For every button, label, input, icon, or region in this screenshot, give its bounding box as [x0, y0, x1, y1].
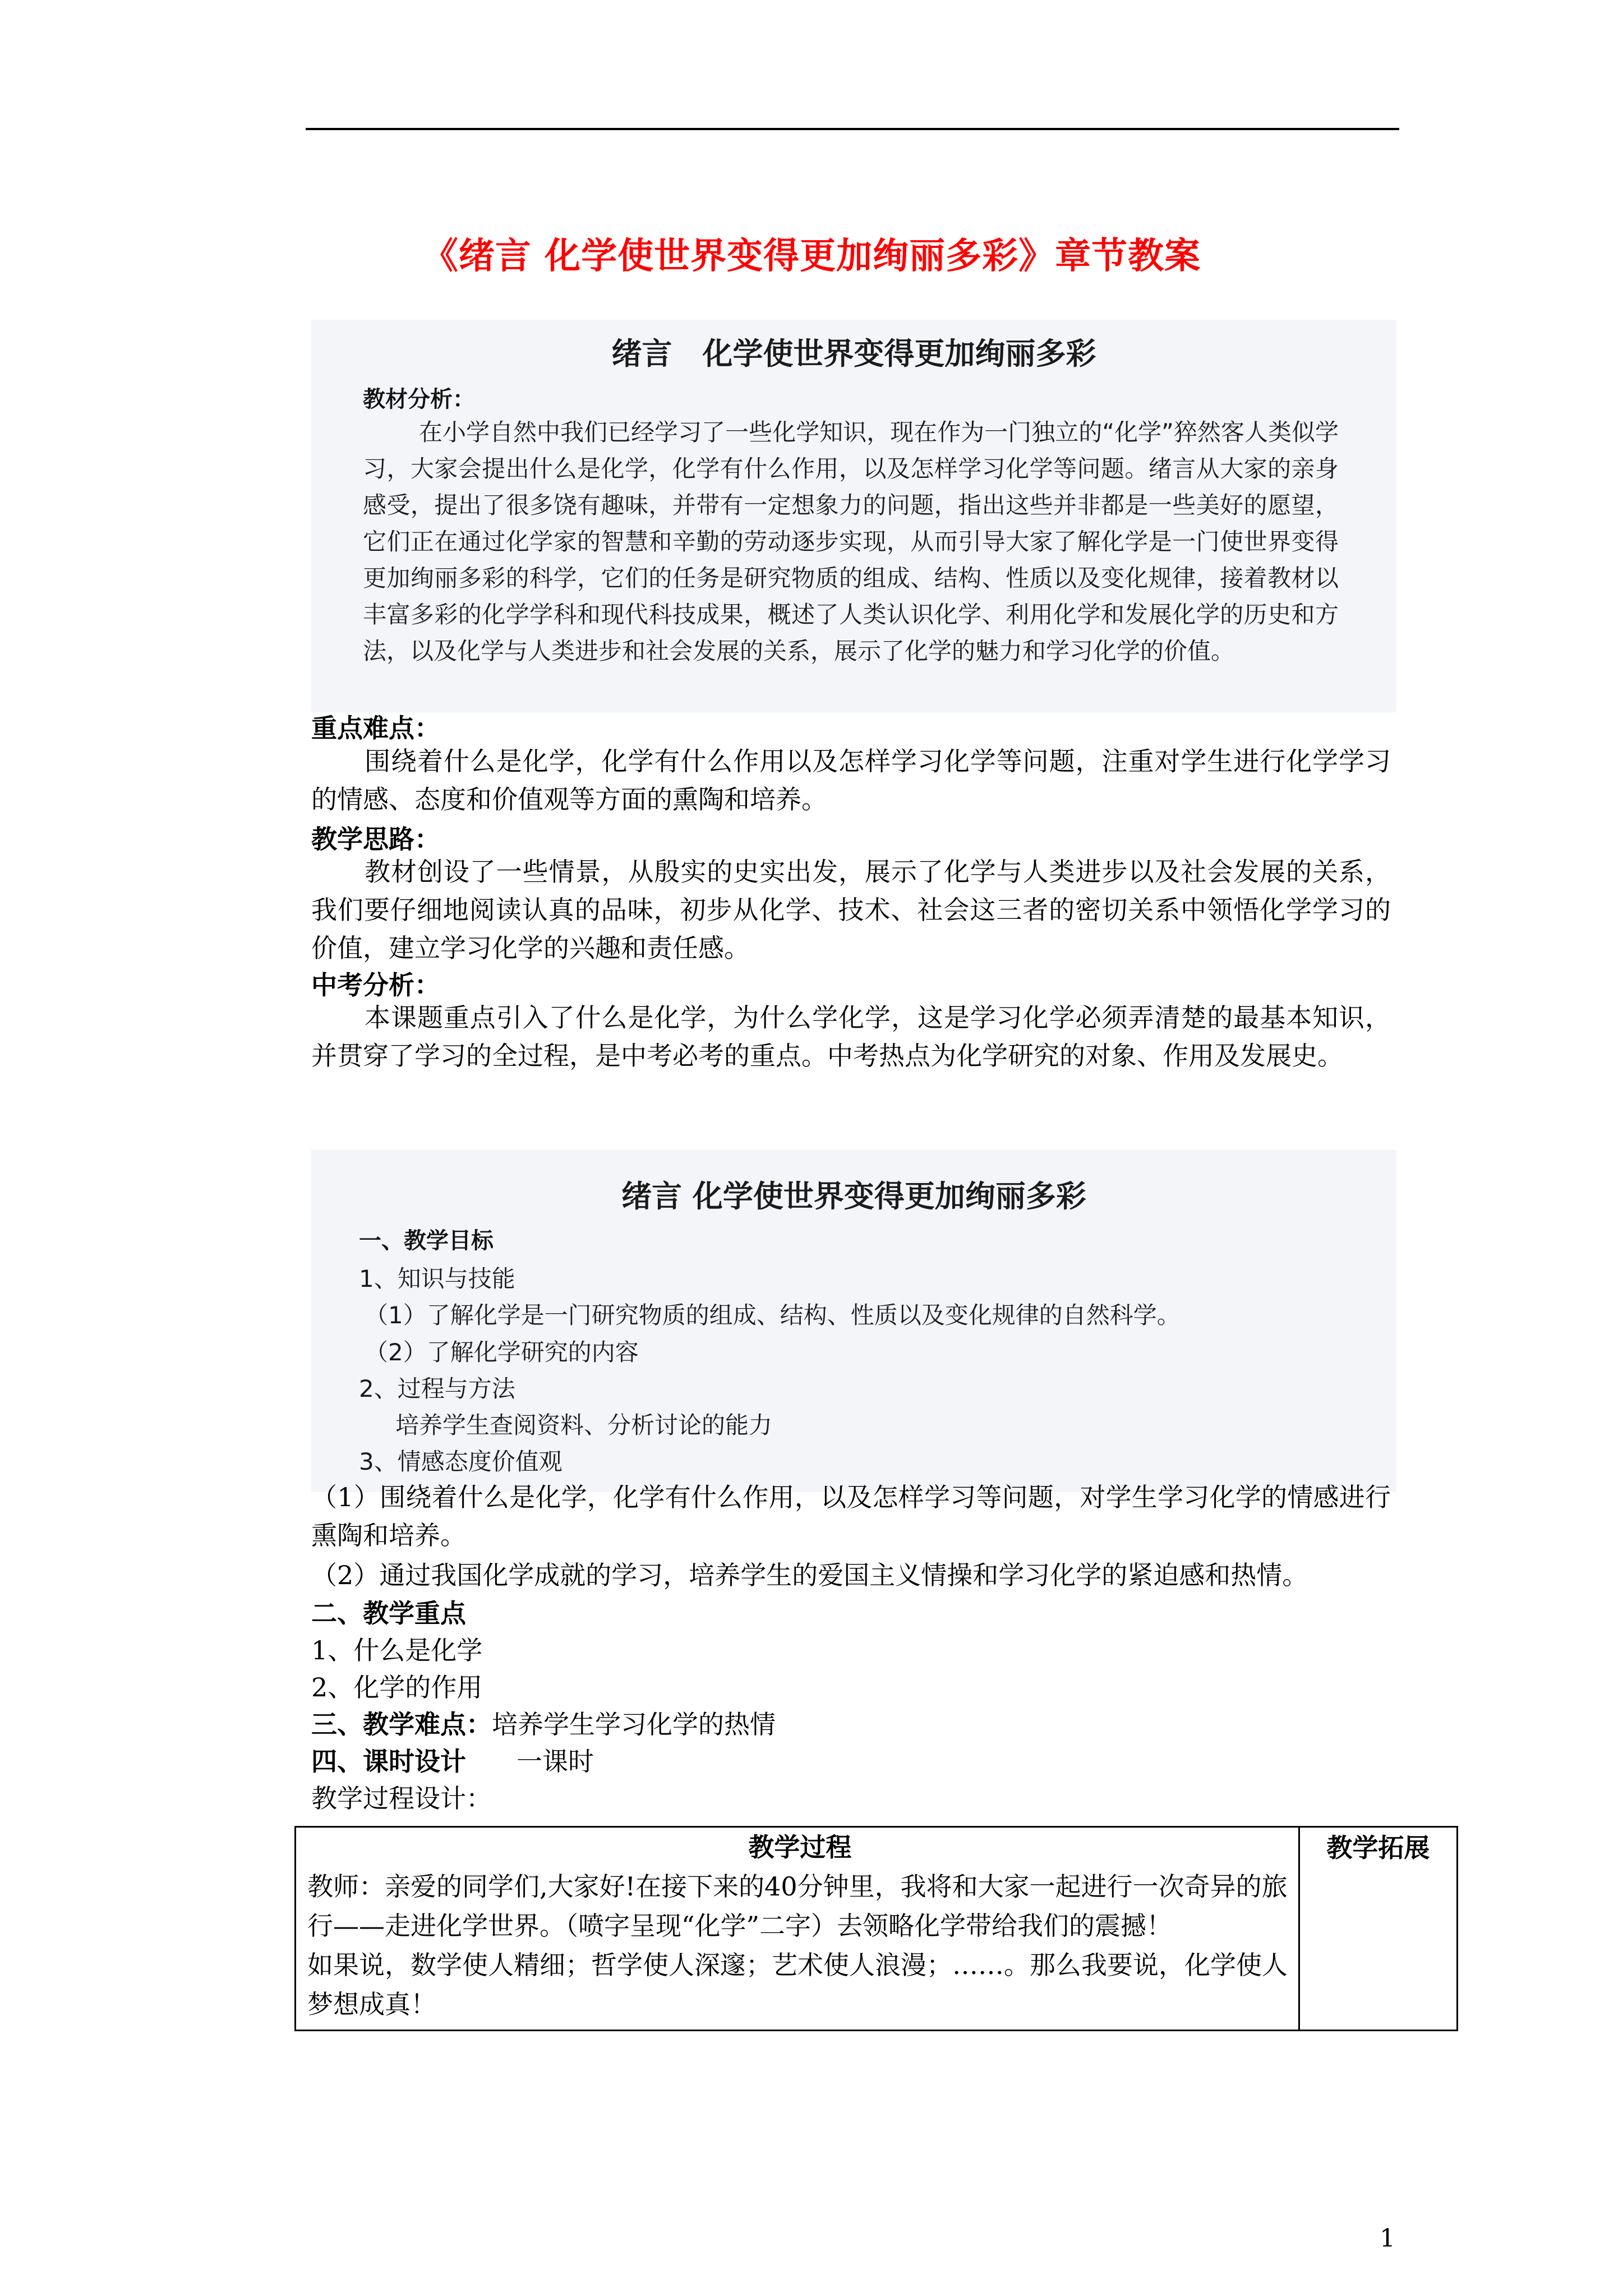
goal-item-1: 1、知识与技能: [359, 1265, 515, 1292]
teaching-goals-box: [311, 1150, 1396, 1492]
goal-item-2-text: 培养学生查阅资料、分析讨论的能力: [395, 1411, 773, 1439]
process-para-2: 如果说，数学使人精细；哲学使人深邃；艺术使人浪漫；……。那么我要说，化学使人梦想成真！: [307, 1950, 1288, 2019]
teaching-process-table: [294, 1826, 1458, 2031]
box1-paragraph: 在小学自然中我们已经学习了一些化学知识，现在作为一门独立的“化学”猝然客人类似学习，大家会提出什么是化学，化学有什么作用，以及怎样学习化学等问题。绪言从大家的亲身感受，提出了很多饶有趣味，并带有一定想象力的问题，指出这些并非都是一些美好的愿望，它们正在通过化学家的智慧和辛勤的劳动逐步实现，从而引导大家了解化学是一门使世界变得更加绚丽多彩的科学，它们的任务是研究物质的组成、结构、性质以及变化规律，接着教材以丰富多彩的化学学科和现代科技成果，概述了人类认识化学、利用化学和发展化学的历史和方法，以及化学与人类进步和社会发展的关系，展示了化学的魅力和学习化学的价值。: [363, 418, 1339, 665]
box2-heading: 绪言 化学使世界变得更加绚丽多彩: [621, 1179, 1086, 1214]
header-extension: 教学拓展: [1299, 1827, 1457, 2031]
difficulty-heading: 三、教学难点：: [311, 1709, 492, 1740]
textbook-analysis-box: [311, 320, 1396, 712]
goal-3-1: （1）围绕着什么是化学，化学有什么作用，以及怎样学习等问题，对学生学习化学的情感进行熏陶和培养。: [311, 1482, 1391, 1550]
table-row: [296, 1827, 1458, 2031]
key-points-heading: 二、教学重点: [311, 1598, 466, 1628]
goal-item-2: 2、过程与方法: [359, 1375, 515, 1402]
box1-subheading: 教材分析：: [363, 386, 475, 412]
key-point-1: 1、什么是化学: [311, 1635, 483, 1665]
teaching-idea-heading: 教学思路：: [311, 824, 440, 854]
exam-text: 本课题重点引入了什么是化学，为什么学化学，这是学习化学必须弄清楚的最基本知识，并贯穿了学习的全过程，是中考必考的重点。中考热点为化学研究的对象、作用及发展史。: [311, 1002, 1391, 1071]
header-rule: [306, 128, 1399, 130]
lesson-text: 一课时: [517, 1746, 594, 1777]
process-design-label: 教学过程设计：: [311, 1783, 492, 1814]
goal-heading: 一、教学目标: [359, 1228, 494, 1254]
exam-heading: 中考分析：: [311, 970, 440, 1000]
lesson-heading: 四、课时设计: [311, 1746, 466, 1777]
key-point-2: 2、化学的作用: [311, 1672, 483, 1703]
goal-item-1-1: （1）了解化学是一门研究物质的组成、结构、性质以及变化规律的自然科学。: [365, 1301, 1181, 1329]
key-difficult-heading: 重点难点：: [311, 713, 440, 743]
header-process: 教学过程: [748, 1832, 852, 1862]
difficulty-row: [311, 1704, 776, 1741]
lesson-row: [311, 1741, 594, 1778]
goal-item-3: 3、情感态度价值观: [359, 1448, 562, 1475]
goal-item-1-2: （2）了解化学研究的内容: [365, 1338, 639, 1366]
page-number: 1: [1380, 2224, 1395, 2253]
process-cell: [296, 1827, 1299, 2031]
document-title: 《绪言 化学使世界变得更加绚丽多彩》章节教案: [422, 235, 1201, 277]
process-para-1: 教师：亲爱的同学们,大家好!在接下来的40分钟里，我将和大家一起进行一次奇异的旅行——走进化学世界。（喷字呈现“化学”二字）去领略化学带给我们的震撼！: [307, 1871, 1288, 1941]
key-difficult-text: 围绕着什么是化学，化学有什么作用以及怎样学习化学等问题，注重对学生进行化学学习的情感、态度和价值观等方面的熏陶和培养。: [311, 746, 1391, 815]
difficulty-text: 培养学生学习化学的热情: [492, 1709, 776, 1740]
goal-3-2: （2）通过我国化学成就的学习，培养学生的爱国主义情操和学习化学的紧迫感和热情。: [311, 1560, 1308, 1590]
teaching-idea-text: 教材创设了一些情景，从殷实的史实出发，展示了化学与人类进步以及社会发展的关系，我们要仔细地阅读认真的品味，初步从化学、技术、社会这三者的密切关系中领悟化学学习的价值，建立学习化学的兴趣和责任感。: [311, 857, 1391, 963]
box1-heading: 绪言 化学使世界变得更加绚丽多彩: [611, 336, 1096, 371]
